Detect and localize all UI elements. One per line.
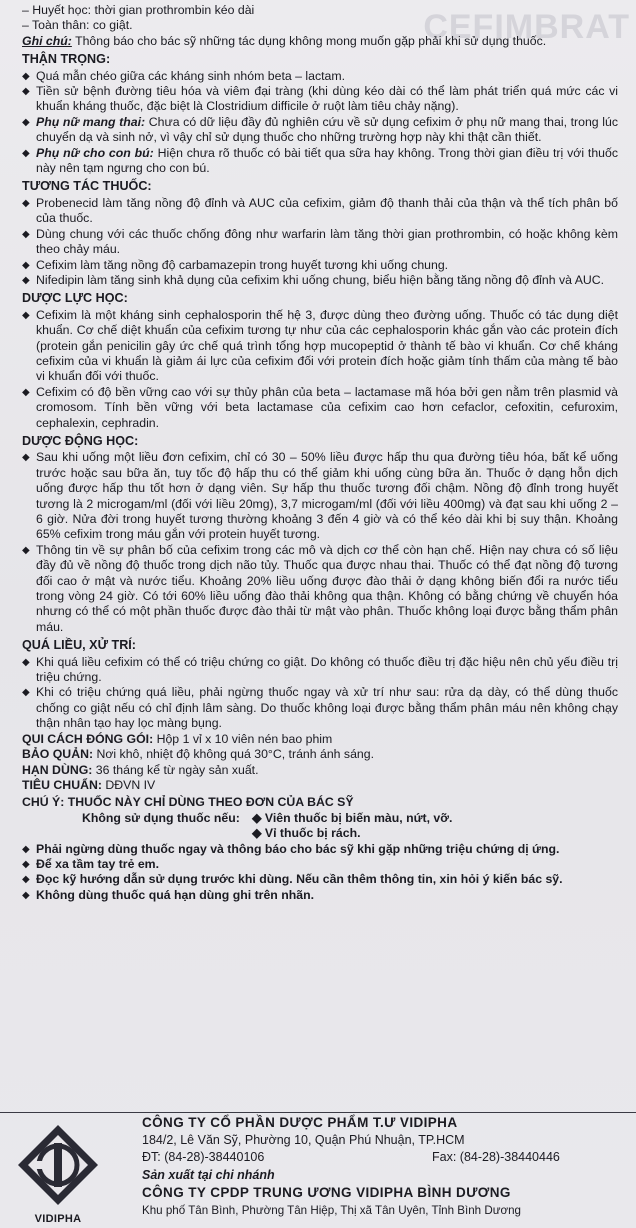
list-item <box>22 273 618 288</box>
do-not-use-option: ◆ Viên thuốc bị biến màu, nứt, vỡ. <box>252 810 453 825</box>
section-heading-tuong-tac: TƯƠNG TÁC THUỐC: <box>22 179 152 194</box>
list-item-text: Tiền sử bệnh đường tiêu hóa và viêm đại tràng (khi dùng kéo dài có thể làm phát triển quá mức các vi khuẩn kháng thuốc, đặc biệt là Clostridium difficile ở ruột làm tiêu chảy nặng). <box>36 84 618 114</box>
list-item <box>22 196 618 227</box>
warning-item <box>22 857 618 872</box>
list-item <box>22 385 618 431</box>
list-item-text: Quá mẫn chéo giữa các kháng sinh nhóm beta – lactam. <box>36 68 346 83</box>
diamond-bullet-icon: ◆ <box>22 889 30 901</box>
list-item <box>22 146 618 177</box>
list-item-text: Khi quá liều cefixim có thể có triệu chứng co giật. Do không có thuốc điều trị đặc hiệu nên chủ yếu điều trị triệu chứng. <box>36 654 618 685</box>
logo-text: VIDIPHA <box>34 1213 82 1225</box>
warning-text: Phải ngừng dùng thuốc ngay và thông báo cho bác sỹ khi gặp những triệu chứng dị ứng. <box>36 841 560 856</box>
side-effect-line: – Huyết học: thời gian prothrombin kéo dài <box>22 3 255 17</box>
list-item <box>22 655 618 686</box>
packaging-info: QUI CÁCH ĐÓNG GÓI: Hộp 1 vỉ x 10 viên nén bao phim <box>22 731 333 746</box>
diamond-bullet-icon: ◆ <box>22 858 30 870</box>
diamond-bullet-icon: ◆ <box>22 656 30 668</box>
diamond-bullet-icon: ◆ <box>22 259 30 271</box>
phone: ĐT: (84-28)-38440106 <box>142 1150 265 1164</box>
do-not-use-label: Không sử dụng thuốc nếu: <box>82 810 240 825</box>
section-heading-qua-lieu: QUÁ LIỀU, XỬ TRÍ: <box>22 638 136 653</box>
diamond-bullet-icon: ◆ <box>22 452 30 464</box>
diamond-bullet-icon: ◆ <box>22 386 30 398</box>
expiry-info: HẠN DÙNG: 36 tháng kể từ ngày sản xuất. <box>22 762 259 777</box>
list-item <box>22 258 618 273</box>
diamond-bullet-icon: ◆ <box>22 687 30 699</box>
warning-text: Không dùng thuốc quá hạn dùng ghi trên nhãn. <box>36 887 315 902</box>
diamond-bullet-icon: ◆ <box>22 544 30 556</box>
ghost-watermark: CEFIMBRAT <box>423 8 630 46</box>
diamond-bullet-icon: ◆ <box>22 228 30 240</box>
company-phone-fax <box>142 1150 560 1164</box>
list-item-emphasis: Phụ nữ mang thai: <box>36 114 146 129</box>
warning-text: Để xa tầm tay trẻ em. <box>36 856 160 871</box>
diamond-bullet-icon: ◆ <box>22 197 30 209</box>
company-address: 184/2, Lê Văn Sỹ, Phường 10, Quận Phú Nhuận, TP.HCM <box>142 1133 465 1147</box>
fax: Fax: (84-28)-38440446 <box>432 1150 560 1164</box>
diamond-bullet-icon: ◆ <box>22 70 30 82</box>
side-effect-line: – Toàn thân: co giật. <box>22 18 133 33</box>
prescription-warning: CHÚ Ý: THUỐC NÀY CHỈ DÙNG THEO ĐƠN CỦA BÁC SỸ <box>22 795 354 810</box>
diamond-bullet-icon: ◆ <box>22 116 30 128</box>
diamond-bullet-icon: ◆ <box>22 309 30 321</box>
list-item-text: Thông tin về sự phân bố của cefixim trong các mô và dịch cơ thể còn hạn chế. Hiện nay chưa có số liệu đầy đủ về nồng độ thuốc trong dịch não tủy. Thuốc qua được nhau thai. Thuốc có thể đạt nồng độ tương đối cao ở mật và nước tiểu. Khoảng 20% liều uống được đào thải ở dạng không biến đổi ra nước tiểu trong vòng 24 giờ. Có tới 60% liều uống đào thải không qua thận. Không có bằng chứng về chuyển hóa nhưng có thể có một phần thuốc được đào thải từ mật vào phân. Thuốc không loại được bằng thẩm phân máu. <box>36 542 618 634</box>
list-item <box>22 308 618 385</box>
made-at-label: Sản xuất tại chi nhánh <box>142 1168 275 1182</box>
diamond-bullet-icon: ◆ <box>22 874 30 886</box>
list-item-text: Dùng chung với các thuốc chống đông như warfarin làm tăng thời gian prothrombin, có hoặc không kèm theo chảy máu. <box>36 226 618 257</box>
note <box>22 34 618 49</box>
section-heading-duoc-luc: DƯỢC LỰC HỌC: <box>22 291 128 306</box>
warning-item <box>22 888 618 903</box>
branch-name: CÔNG TY CPDP TRUNG ƯƠNG VIDIPHA BÌNH DƯƠNG <box>142 1185 511 1200</box>
do-not-use-block <box>82 811 618 842</box>
company-footer <box>0 1112 636 1228</box>
diamond-bullet-icon: ◆ <box>22 843 30 855</box>
list-item-text: Chưa có dữ liệu đầy đủ nghiên cứu về sử dụng cefixim ở phụ nữ mang thai, trong lúc chuyển dạ và sinh nở, vì vậy chỉ sử dụng thuốc cho những trường hợp này khi thật cần thiết. <box>36 114 618 145</box>
company-name: CÔNG TY CỔ PHẦN DƯỢC PHẨM T.Ư VIDIPHA <box>142 1115 458 1130</box>
list-item-text: Sau khi uống một liều đơn cefixim, chỉ có 30 – 50% liều được hấp thu qua đường tiêu hóa, bất kể uống trước hoặc sau bữa ăn, tuy tốc độ hấp thu có thể giảm khi uống cùng bữa ăn. Thuốc ở dạng hỗn dịch uống được hấp thu tốt hơn ở dạng viên. Sự hấp thu thuốc tương đối chậm. Nồng độ đỉnh trong huyết tương là 2 microgam/ml (đối với liều 20mg), 3,7 microgam/ml (đối với liều 400mg) và đạt sau khi uống 2 – 6 giờ. Nửa đời trong huyết tương thường khoảng 3 đến 4 giờ và có thể kéo dài khi bị suy thận. Khoảng 65% cefixim trong máu gắn với protein huyết tương. <box>36 450 618 542</box>
diamond-bullet-icon: ◆ <box>22 274 30 286</box>
section-heading-than-trong: THẬN TRỌNG: <box>22 52 111 67</box>
branch-address: Khu phố Tân Bình, Phường Tân Hiệp, Thị xã Tân Uyên, Tỉnh Bình Dương <box>142 1204 521 1217</box>
list-item-text: Khi có triệu chứng quá liều, phải ngừng thuốc ngay và xử trí như sau: rửa dạ dày, có thể dùng thuốc chống co giật nếu có chỉ định lâm sàng. Do thuốc không loại được bằng thẩm phân máu nên không chạy thận nhân tạo hay lọc màng bụng. <box>36 685 618 731</box>
note-text: Thông báo cho bác sỹ những tác dụng không mong muốn gặp phải khi sử dụng thuốc. <box>71 33 547 48</box>
storage-info: BẢO QUẢN: Nơi khô, nhiệt độ không quá 30°C, tránh ánh sáng. <box>22 747 375 762</box>
list-item <box>22 543 618 635</box>
note-label: Ghi chú: <box>22 33 72 48</box>
list-item-text: Probenecid làm tăng nồng độ đỉnh và AUC của cefixim, giảm độ thanh thải của thận và thể tích phân bố của thuốc. <box>36 195 618 226</box>
diamond-bullet-icon: ◆ <box>22 86 30 98</box>
list-item-text: Cefixim có độ bền vững cao với sự thủy phân của beta – lactamase mã hóa bởi gen nằm trên plasmid và cromosom. Tính bền vững với beta lactamase của cefixim cao hơn cefaclor, cefoxitin, cefuroxim, cephalexin, cephradin. <box>36 384 618 430</box>
list-item <box>22 69 618 84</box>
list-item-emphasis: Phụ nữ cho con bú: <box>36 145 154 160</box>
list-item <box>22 450 618 542</box>
warning-text: Đọc kỹ hướng dẫn sử dụng trước khi dùng. Nếu cần thêm thông tin, xin hỏi ý kiến bác sỹ. <box>36 872 563 887</box>
list-item <box>22 227 618 258</box>
list-item-text: Nifedipin làm tăng sinh khả dụng của cefixim khi uống chung, biểu hiện bằng tăng nồng độ đỉnh và AUC. <box>36 272 605 287</box>
warning-item <box>22 872 618 887</box>
section-heading-duoc-dong: DƯỢC ĐỘNG HỌC: <box>22 433 139 448</box>
do-not-use-option: ◆ Vỉ thuốc bị rách. <box>252 826 361 841</box>
list-item <box>22 84 618 115</box>
vidipha-logo <box>14 1121 102 1225</box>
list-item <box>22 685 618 731</box>
diamond-bullet-icon: ◆ <box>22 147 30 159</box>
standard-info: TIÊU CHUẨN: DĐVN IV <box>22 777 156 792</box>
list-item-text: Cefixim là một kháng sinh cephalosporin thế hệ 3, được dùng theo đường uống. Thuốc có tác dụng diệt khuẩn. Cơ chế diệt khuẩn của cefixim tương tự như của các cephalosporin khác gắn vào các protein đích (protein gắn penicilin gây ức chế quá trình tổng hợp mucopeptid ở thành tế bào vi khuẩn. Cơ chế kháng cefixim của vi khuẩn là giảm ái lực của cefixim đối với protein đích hoặc giảm tính thấm của màng tế bào vi khuẩn đối với thuốc. <box>36 307 618 384</box>
list-item <box>22 115 618 146</box>
list-item-text: Hiện chưa rõ thuốc có bài tiết qua sữa hay không. Trong thời gian điều trị với thuốc này nên tạm ngưng cho con bú. <box>36 145 618 176</box>
list-item-text: Cefixim làm tăng nồng độ carbamazepin trong huyết tương khi uống chung. <box>36 257 449 272</box>
vidipha-logo-icon <box>14 1121 102 1213</box>
warning-item <box>22 842 618 857</box>
